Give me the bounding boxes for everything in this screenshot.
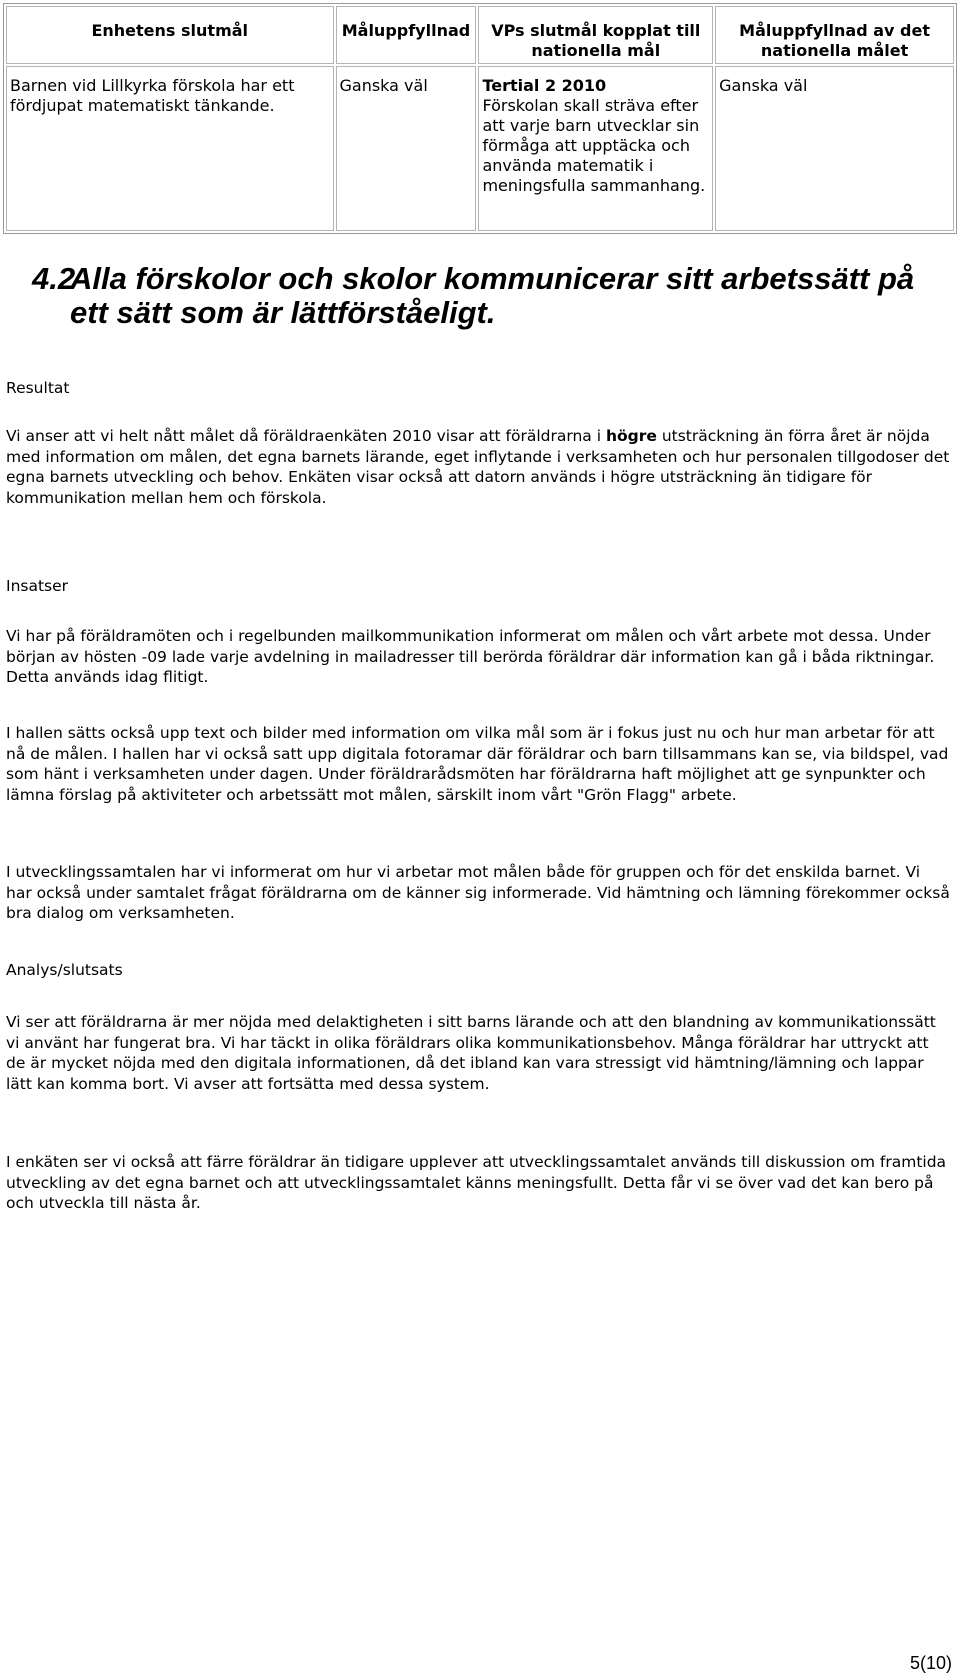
analys-paragraph-1: Vi ser att föräldrarna är mer nöjda med delaktigheten i sitt barns lärande och att den blandning av kommunikationssätt vi använt har fungerat bra. Vi har täckt in olika föräldrars olika kommunikationsbehov. Många föräldrar har uttryckt att de är mycket nöjda med den digitala informationen, då det ibland kan vara stressigt vid hämtning/lämning och lappar lätt kan komma bort. Vi avser att fortsätta med dessa system. <box>6 1013 936 1093</box>
resultat-text-bold: högre <box>605 427 657 445</box>
insatser-paragraph-1: Vi har på föräldramöten och i regelbunden mailkommunikation informerat om målen och vårt arbete mot dessa. Under början av hösten -09 lade varje avdelning in mailadresser till berörda föräldrar där information kan gå i båda riktningar. Detta används idag flitigt. <box>6 627 935 686</box>
section-heading <box>32 262 932 330</box>
cell-national-fulfilment: Ganska väl <box>715 66 954 231</box>
section-title-line1: Alla förskolor och skolor kommunicerar sitt arbetssätt på <box>70 261 915 296</box>
section-number: 4.2 <box>32 261 76 296</box>
goals-table <box>3 3 957 234</box>
header-fulfilment: Måluppfyllnad <box>336 6 477 64</box>
cell-vp-goal <box>478 66 713 231</box>
cell-unit-goal: Barnen vid Lillkyrka förskola har ett fördjupat matematiskt tänkande. <box>6 66 334 231</box>
page-number: 5(10) <box>909 1653 952 1673</box>
header-vp-goal: VPs slutmål kopplat till nationella mål <box>478 6 713 64</box>
table-row <box>6 66 954 231</box>
analys-label: Analys/slutsats <box>6 961 123 979</box>
vp-goal-text: Förskolan skall sträva efter att varje barn utvecklar sin förmåga att upptäcka och använda matematik i meningsfulla sammanhang. <box>482 96 706 195</box>
section-title-line2: ett sätt som är lättförståeligt. <box>70 295 496 330</box>
analys-paragraph-2: I enkäten ser vi också att färre föräldrar än tidigare upplever att utvecklingssamtalet används till diskussion om framtida utveckling av det egna barnet och att utvecklingssamtalet känns meningsfullt. Detta får vi se över vad det kan bero på och utveckla till nästa år. <box>6 1153 947 1212</box>
resultat-text-before: Vi anser att vi helt nått målet då föräldraenkäten 2010 visar att föräldrarna i <box>6 427 606 445</box>
header-national-fulfilment: Måluppfyllnad av det nationella målet <box>715 6 954 64</box>
resultat-paragraph <box>6 426 950 508</box>
table-header-row <box>6 6 954 64</box>
resultat-text-after: utsträckning än förra året är nöjda med information om målen, det egna barnets lärande, eget inflytande i verksamheten och hur personalen tillgodoser det egna barnets utveckling och behov. Enkäten visar också att datorn används i högre utsträckning än tidigare för kommunikation mellan hem och förskola. <box>6 427 950 507</box>
insatser-label: Insatser <box>6 577 69 595</box>
insatser-paragraph-3: I utvecklingssamtalen har vi informerat om hur vi arbetar mot målen både för gruppen och för det enskilda barnet. Vi har också under samtalet frågat föräldrarna om de känner sig informerade. Vid hämtning och lämning förekommer också bra dialog om verksamheten. <box>6 863 950 922</box>
header-unit-goal: Enhetens slutmål <box>6 6 334 64</box>
cell-fulfilment: Ganska väl <box>336 66 477 231</box>
vp-goal-heading: Tertial 2 2010 <box>482 76 607 95</box>
resultat-label: Resultat <box>6 379 70 397</box>
insatser-paragraph-2: I hallen sätts också upp text och bilder med information om vilka mål som är i fokus just nu och hur man arbetar för att nå de målen. I hallen har vi också satt upp digitala fotoramar där föräldrar och barn tillsammans kan se, via bildspel, vad som hänt i verksamheten under dagen. Under föräldrarådsmöten har föräldrarna haft möjlighet att ge synpunkter och lämna förslag på aktiviteter och arbetssätt mot målen, särskilt inom vårt "Grön Flagg" arbete. <box>6 724 949 804</box>
